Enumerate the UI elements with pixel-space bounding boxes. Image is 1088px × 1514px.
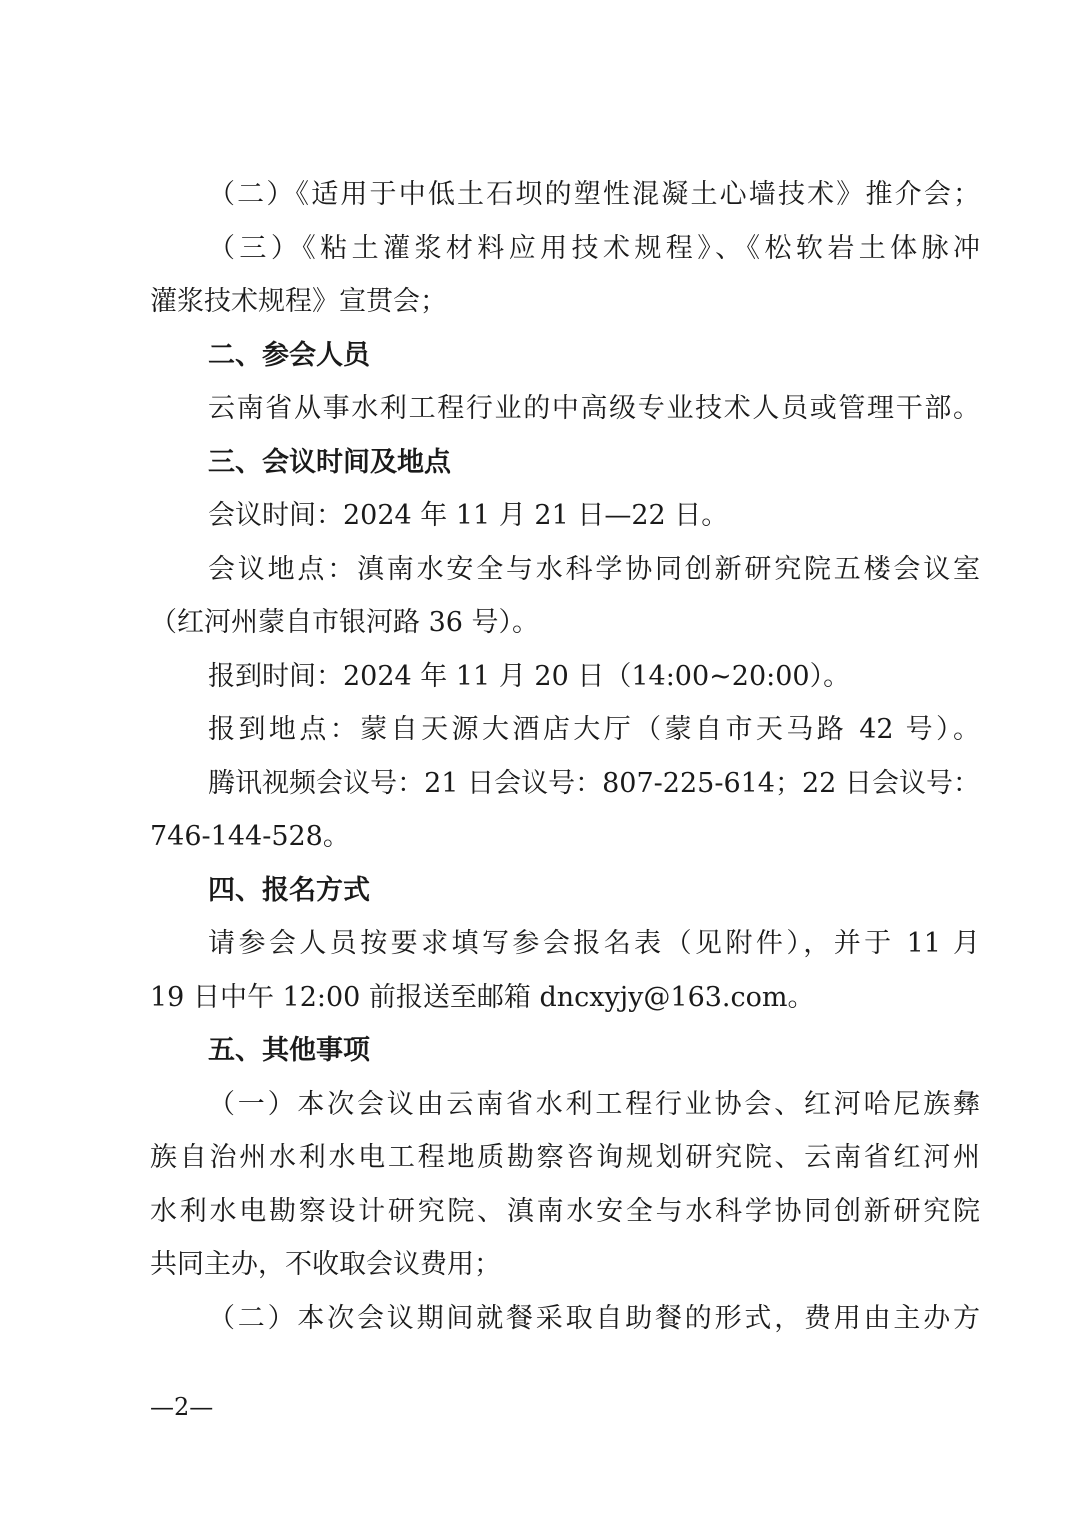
text-line: 会议时间：2024 年 11 月 21 日—22 日。 bbox=[208, 500, 729, 531]
text-line: 746-144-528。 bbox=[150, 821, 350, 852]
text-line: （一）本次会议由云南省水利工程行业协会、红河哈尼族彝 bbox=[208, 1088, 980, 1120]
text-line: 会议地点：滇南水安全与水科学协同创新研究院五楼会议室 bbox=[208, 553, 980, 585]
text-line: （二）《适用于中低土石坝的塑性混凝土心墙技术》推介会； bbox=[208, 179, 980, 210]
document-body bbox=[150, 168, 980, 1345]
text-line: （二）本次会议期间就餐采取自助餐的形式，费用由主办方 bbox=[208, 1302, 980, 1334]
text-line: 云南省从事水利工程行业的中高级专业技术人员或管理干部。 bbox=[208, 393, 980, 424]
text-line: （红河州蒙自市银河路 36 号）。 bbox=[150, 607, 540, 638]
section-heading: 三、会议时间及地点 bbox=[208, 446, 451, 478]
text-line: 报到地点：蒙自天源大酒店大厅（蒙自市天马路 42 号）。 bbox=[208, 714, 980, 745]
page-number: —2— bbox=[150, 1393, 214, 1421]
text-line: 族自治州水利水电工程地质勘察咨询规划研究院、云南省红河州 bbox=[150, 1142, 980, 1173]
section-heading: 二、参会人员 bbox=[208, 339, 370, 371]
text-line: 19 日中午 12:00 前报送至邮箱 dncxyjy@163.com。 bbox=[150, 981, 815, 1013]
text-line: 共同主办，不收取会议费用； bbox=[150, 1249, 501, 1280]
section-heading: 五、其他事项 bbox=[208, 1035, 370, 1066]
section-heading: 四、报名方式 bbox=[208, 874, 370, 906]
text-line: 报到时间：2024 年 11 月 20 日（14:00~20:00）。 bbox=[208, 660, 851, 692]
text-line: 水利水电勘察设计研究院、滇南水安全与水科学协同创新研究院 bbox=[150, 1195, 980, 1227]
text-line: 腾讯视频会议号：21 日会议号：807-225-614；22 日会议号： bbox=[208, 767, 980, 799]
text-line: 灌浆技术规程》宣贯会； bbox=[150, 286, 447, 317]
text-line: （三）《粘土灌浆材料应用技术规程》、《松软岩土体脉冲 bbox=[208, 232, 980, 264]
text-line: 请参会人员按要求填写参会报名表（见附件），并于 11 月 bbox=[208, 928, 980, 959]
